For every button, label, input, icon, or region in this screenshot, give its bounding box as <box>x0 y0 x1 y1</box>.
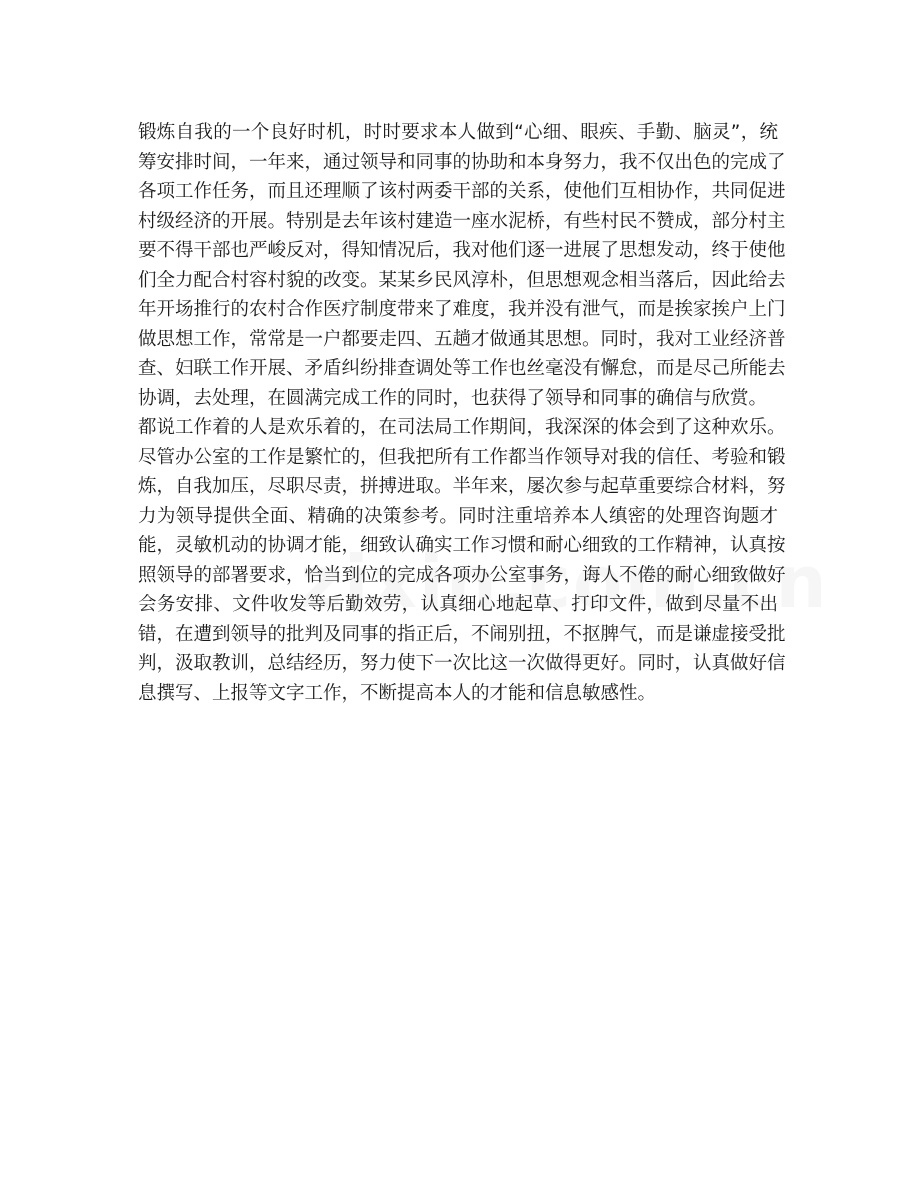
text-line: 协调，去处理，在圆满完成工作的同时，也获得了领导和同事的确信与欣赏。 <box>138 387 768 409</box>
text-line: 能，灵敏机动的协调才能，细致认确实工作习惯和耐心细致的工作精神，认真按 <box>138 535 786 556</box>
text-line: 息撰写、上报等文字工作，不断提高本人的才能和信息敏感性。 <box>138 682 657 704</box>
text-line: 们全力配合村容村貌的改变。某某乡民风淳朴，但思想观念相当落后，因此给去 <box>138 269 786 291</box>
text-line: 照领导的部署要求，恰当到位的完成各项办公室事务，诲人不倦的耐心细致做好 <box>138 564 786 586</box>
text-line: 查、妇联工作开展、矛盾纠纷排查调处等工作也丝毫没有懈怠，而是尽己所能去 <box>138 358 786 379</box>
text-line: 力为领导提供全面、精确的决策参考。同时注重培养本人缜密的处理咨询题才 <box>138 505 778 527</box>
text-line: 判，汲取教训，总结经历，努力使下一次比这一次做得更好。同时，认真做好信 <box>138 653 786 674</box>
text-line: 年开场推行的农村合作医疗制度带来了难度，我并没有泄气，而是挨家挨户上门 <box>138 299 786 320</box>
text-line: 各项工作任务，而且还理顺了该村两委干部的关系，使他们互相协作，共同促进 <box>138 181 786 202</box>
text-line: 尽管办公室的工作是繁忙的，但我把所有工作都当作领导对我的信任、考验和锻 <box>138 446 786 468</box>
text-line: 筹安排时间，一年来，通过领导和同事的协助和本身努力，我不仅出色的完成了 <box>138 151 786 173</box>
text-line: 锻炼自我的一个良好时机，时时要求本人做到“心细、眼疾、手勤、脑灵”，统 <box>138 122 778 143</box>
text-line: 会务安排、文件收发等后勤效劳，认真细心地起草、打印文件，做到尽量不出 <box>138 594 778 615</box>
text-line: 要不得干部也严峻反对，得知情况后，我对他们逐一进展了思想发动，终于使他 <box>138 240 786 261</box>
text-line: 都说工作着的人是欢乐着的，在司法局工作期间，我深深的体会到了这种欢乐。 <box>138 417 786 438</box>
body-paragraph <box>138 118 786 708</box>
text-line: 炼，自我加压，尽职尽责，拼搏进取。半年来，屡次参与起草重要综合材料，努 <box>138 476 786 497</box>
text-line: 错，在遭到领导的批判及同事的指正后，不闹别扭，不抠脾气，而是谦虚接受批 <box>138 623 786 645</box>
text-line: 村级经济的开展。特别是去年该村建造一座水泥桥，有些村民不赞成，部分村主 <box>138 210 786 232</box>
text-line: 做思想工作，常常是一户都要走四、五趟才做通其思想。同时，我对工业经济普 <box>138 328 786 350</box>
